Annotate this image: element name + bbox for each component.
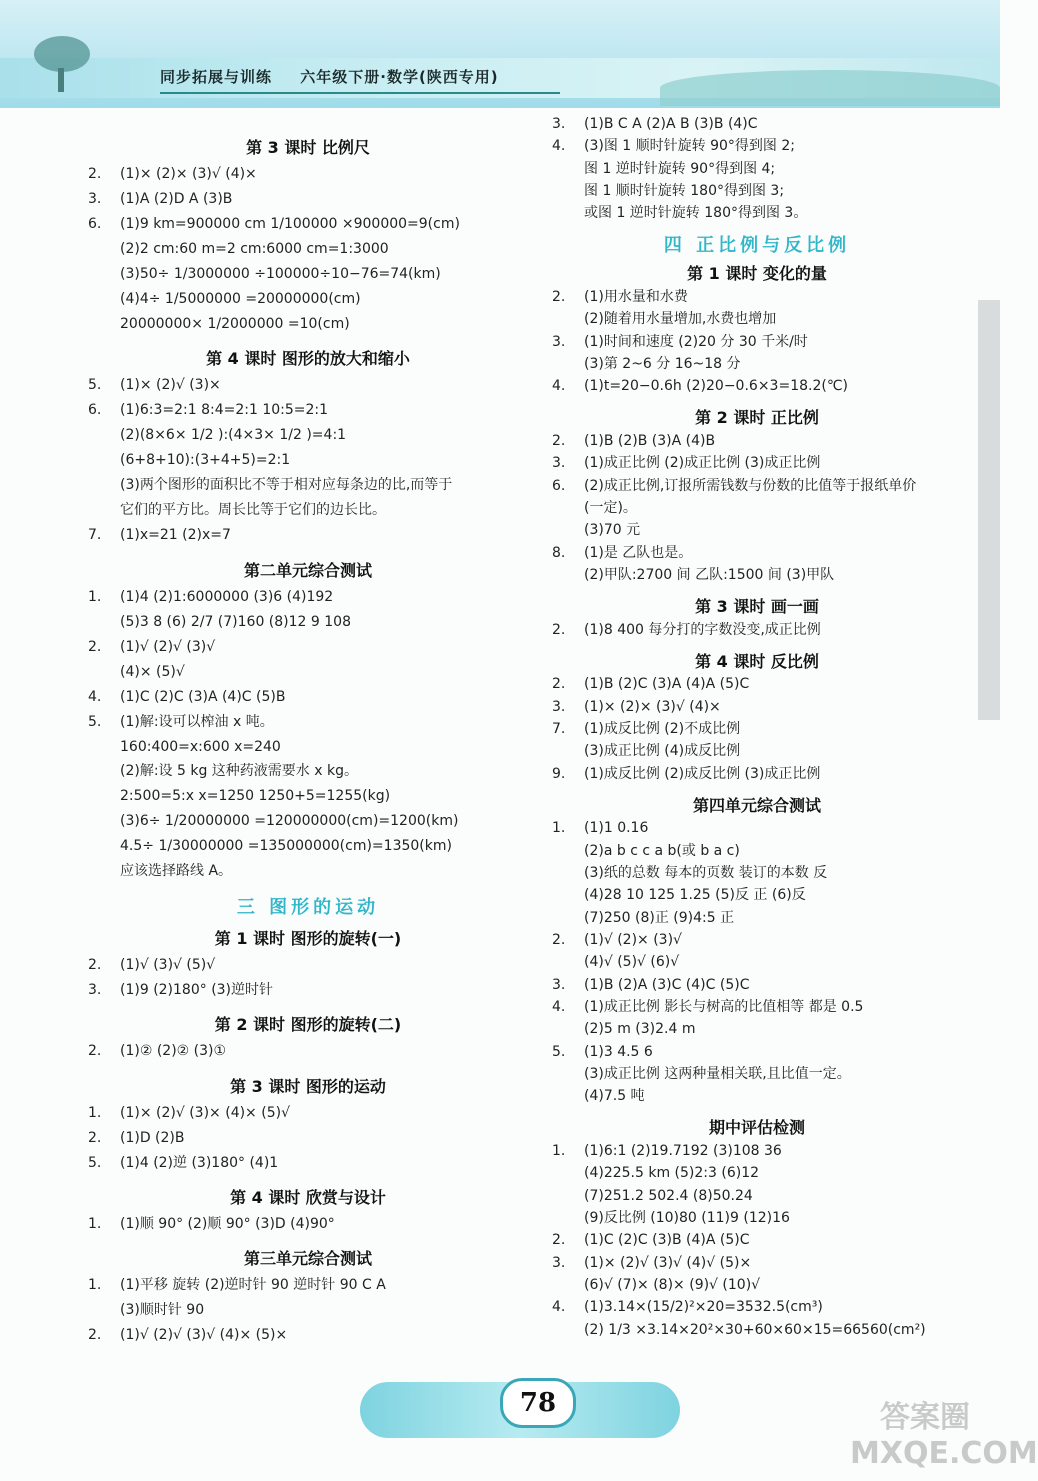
page-number: 78 xyxy=(500,1378,576,1428)
answer-line xyxy=(552,1208,790,1228)
unit-heading: 三 图形的运动 xyxy=(236,896,380,918)
answer-line xyxy=(552,1019,695,1039)
answer-line xyxy=(88,239,389,259)
answer-text: (1)6:3=2:1 8:4=2:1 10:5=2:1 xyxy=(120,402,329,419)
answer-line xyxy=(88,786,390,806)
answer-line xyxy=(552,520,640,540)
answer-text: (2)成正比例,订报所需钱数与份数的比值等于报纸单价 xyxy=(584,477,917,494)
answer-line xyxy=(552,764,820,784)
answer-line xyxy=(88,737,281,757)
question-number: 1. xyxy=(552,1143,566,1160)
answer-text: (1)× (2)√ (3)√ (4)√ (5)× xyxy=(584,1254,752,1271)
answer-line xyxy=(552,376,848,396)
answer-line xyxy=(88,375,221,395)
answer-text: (1)平移 旋转 (2)逆时针 90 逆时针 90 C A xyxy=(120,1277,386,1294)
watermark-logo: 答案圈 MXQE.COM xyxy=(850,1400,1038,1471)
question-number: 4. xyxy=(552,138,566,155)
question-number: 2. xyxy=(552,1232,566,1249)
answer-text: (1)8 400 每分打的字数没变,成正比例 xyxy=(584,621,821,638)
answer-text: (4)4÷ 1/5000000 =20000000(cm) xyxy=(120,291,361,308)
lesson-heading: 第 4 课时 欣赏与设计 xyxy=(230,1187,386,1207)
lesson-heading: 第 3 课时 图形的运动 xyxy=(230,1076,386,1096)
answer-text: (一定)。 xyxy=(584,500,637,517)
question-number: 1. xyxy=(88,1215,102,1232)
header-divider xyxy=(160,92,560,94)
lesson-heading: 第 4 课时 反比例 xyxy=(695,651,819,671)
answer-text: (1)B (2)B (3)A (4)B xyxy=(584,433,716,450)
answer-line xyxy=(552,309,776,329)
answer-text: (4)225.5 km (5)2:3 (6)12 xyxy=(584,1165,760,1182)
answer-line xyxy=(88,637,215,657)
answer-text: (5)3 8 (6) 2/7 (7)160 (8)12 9 108 xyxy=(120,613,351,630)
answer-line xyxy=(552,287,688,307)
answer-line xyxy=(88,587,333,607)
answer-text: (1)t=20−0.6h (2)20−0.6×3=18.2(℃) xyxy=(584,378,849,395)
answer-line xyxy=(552,952,679,972)
answer-text: (1)√ (2)× (3)√ xyxy=(584,932,682,949)
question-number: 6. xyxy=(88,402,102,419)
answer-text: (1)√ (3)√ (5)√ xyxy=(120,957,216,974)
answer-text: (1)成正比例 影长与树高的比值相等 都是 0.5 xyxy=(584,999,864,1016)
answer-text: (1)解:设可以榨油 x 吨。 xyxy=(120,713,274,730)
question-number: 2. xyxy=(552,289,566,306)
lesson-heading: 第四单元综合测试 xyxy=(692,795,821,815)
answer-line xyxy=(552,1163,759,1183)
answer-text: (1)是 乙队也是。 xyxy=(584,544,693,561)
question-number: 4. xyxy=(88,688,102,705)
question-number: 3. xyxy=(552,1254,566,1271)
question-number: 4. xyxy=(552,999,566,1016)
answer-text: (4)28 10 125 1.25 (5)反 正 (6)反 xyxy=(584,887,806,904)
answer-text: (6+8+10):(3+4+5)=2:1 xyxy=(120,452,291,469)
question-number: 6. xyxy=(88,216,102,233)
answer-text: (3)两个图形的面积比不等于相对应每条边的比,而等于 xyxy=(120,477,453,494)
answer-line xyxy=(552,818,648,838)
answer-line xyxy=(88,712,274,732)
question-number: 3. xyxy=(552,976,566,993)
answer-text: (4)7.5 吨 xyxy=(584,1088,645,1105)
lesson-heading: 第 3 课时 比例尺 xyxy=(246,138,370,158)
answer-line xyxy=(552,114,758,134)
answer-line xyxy=(88,1275,386,1295)
answer-line xyxy=(552,1297,823,1317)
answer-line xyxy=(552,159,775,179)
answer-text: (1)成反比例 (2)不成比例 xyxy=(584,721,741,738)
answer-line xyxy=(88,1103,290,1123)
answer-text: (3)图 1 顺时针旋转 90°得到图 2; xyxy=(584,138,795,155)
question-number: 3. xyxy=(552,455,566,472)
answer-line xyxy=(552,565,834,585)
question-number: 2. xyxy=(88,1043,102,1060)
answer-text: (3)50÷ 1/3000000 ÷100000÷10−76=74(km) xyxy=(120,266,441,283)
answer-text: (3)70 元 xyxy=(584,522,641,539)
question-number: 2. xyxy=(552,676,566,693)
answer-text: (2)a b c c a b(或 b a c) xyxy=(584,842,740,859)
answer-text: 2:500=5:x x=1250 1250+5=1255(kg) xyxy=(120,788,391,805)
answer-line xyxy=(552,354,741,374)
question-number: 7. xyxy=(552,721,566,738)
answer-line xyxy=(88,164,257,184)
answer-text: 160:400=x:600 x=240 xyxy=(120,738,281,755)
answer-line xyxy=(88,314,350,334)
question-number: 2. xyxy=(88,638,102,655)
answer-line xyxy=(552,136,795,156)
lesson-heading: 第 4 课时 图形的放大和缩小 xyxy=(206,349,410,369)
answer-text: (1)× (2)× (3)√ (4)× xyxy=(120,166,257,183)
question-number: 5. xyxy=(552,1043,566,1060)
lesson-heading: 第 2 课时 正比例 xyxy=(695,408,819,428)
answer-line xyxy=(552,674,749,694)
answer-text: 20000000× 1/2000000 =10(cm) xyxy=(120,316,350,333)
answer-text: (1)顺 90° (2)顺 90° (3)D (4)90° xyxy=(120,1215,335,1232)
question-number: 1. xyxy=(88,1277,102,1294)
answer-text: (1)3 4.5 6 xyxy=(584,1043,653,1060)
page-edge-strip xyxy=(978,300,1000,720)
answer-line xyxy=(552,930,682,950)
answer-line xyxy=(88,1300,204,1320)
answer-line xyxy=(552,741,740,761)
answer-text: (1)9 (2)180° (3)逆时针 xyxy=(120,982,274,999)
answer-text: 应该选择路线 A。 xyxy=(120,863,233,880)
question-number: 2. xyxy=(552,621,566,638)
answer-line xyxy=(88,1153,278,1173)
answer-line xyxy=(88,264,441,284)
answer-line xyxy=(552,841,740,861)
answer-text: (1)√ (2)√ (3)√ xyxy=(120,638,216,655)
question-number: 3. xyxy=(552,116,566,132)
answer-text: (1)C (2)C (3)A (4)C (5)B xyxy=(120,688,286,705)
answer-line xyxy=(88,612,351,632)
answer-line xyxy=(552,620,821,640)
lesson-heading: 第二单元综合测试 xyxy=(243,560,372,580)
answer-text: (1)B (2)C (3)A (4)A (5)C xyxy=(584,676,750,693)
answer-text: (1)用水量和水费 xyxy=(584,289,688,306)
question-number: 1. xyxy=(88,1104,102,1121)
answer-line xyxy=(552,203,807,223)
answer-line xyxy=(88,1325,287,1345)
answer-line xyxy=(88,761,358,781)
question-number: 1. xyxy=(88,588,102,605)
unit-heading: 四 正比例与反比例 xyxy=(663,235,851,257)
answer-text: (1)4 (2)1:6000000 (3)6 (4)192 xyxy=(120,588,334,605)
answer-text: (7)251.2 502.4 (8)50.24 xyxy=(584,1187,753,1204)
answer-text: (6)√ (7)× (8)× (9)√ (10)√ xyxy=(584,1277,761,1294)
answer-text: (1)A (2)D A (3)B xyxy=(120,191,233,208)
answer-text: (1)1 0.16 xyxy=(584,820,649,837)
answer-line xyxy=(88,450,290,470)
answer-text: (2)解:设 5 kg 这种药液需要水 x kg。 xyxy=(120,763,358,780)
answer-text: (1)成正比例 (2)成正比例 (3)成正比例 xyxy=(584,455,821,472)
question-number: 6. xyxy=(552,477,566,494)
answer-line xyxy=(88,836,452,856)
answer-line xyxy=(552,431,715,451)
answer-text: (2)5 m (3)2.4 m xyxy=(584,1021,696,1038)
answer-line xyxy=(552,1064,851,1084)
answer-text: (1)√ (2)√ (3)√ (4)× (5)× xyxy=(120,1327,288,1343)
answer-line xyxy=(552,1320,926,1340)
answer-line xyxy=(552,543,692,563)
question-number: 7. xyxy=(88,527,102,544)
answer-text: 4.5÷ 1/30000000 =135000000(cm)=1350(km) xyxy=(120,838,452,855)
answer-text: (1)B C A (2)A B (3)B (4)C xyxy=(584,116,758,132)
series-title: 同步拓展与训练 xyxy=(160,68,273,86)
answer-text: (1)× (2)√ (3)× xyxy=(120,377,221,394)
hill-illustration xyxy=(660,70,1000,106)
answer-line xyxy=(88,500,386,520)
question-number: 8. xyxy=(552,544,566,561)
answer-line xyxy=(552,1042,653,1062)
answer-line xyxy=(552,1275,760,1295)
lesson-heading: 第三单元综合测试 xyxy=(243,1249,372,1269)
answer-line xyxy=(88,475,452,495)
answer-line xyxy=(552,697,721,717)
answer-text: (1)3.14×(15/2)²×20=3532.5(cm³) xyxy=(584,1299,823,1316)
answer-line xyxy=(552,1141,782,1161)
answer-text: 或图 1 逆时针旋转 180°得到图 3。 xyxy=(584,205,808,222)
answer-line xyxy=(552,476,916,496)
question-number: 3. xyxy=(88,982,102,999)
answer-line xyxy=(552,1186,753,1206)
answer-line xyxy=(552,498,637,518)
answer-line xyxy=(88,1128,185,1148)
answer-text: (1)C (2)C (3)B (4)A (5)C xyxy=(584,1232,750,1249)
answer-text: (2)(8×6× 1/2 ):(4×3× 1/2 )=4:1 xyxy=(120,427,347,444)
answer-line xyxy=(88,662,185,682)
answer-text: (1)B (2)A (3)C (4)C (5)C xyxy=(584,976,750,993)
answer-text: (3)6÷ 1/20000000 =120000000(cm)=1200(km) xyxy=(120,813,459,830)
answer-text: (3)顺时针 90 xyxy=(120,1302,205,1319)
answer-text: (2)随着用水量增加,水费也增加 xyxy=(584,311,777,328)
answer-text: (1)D (2)B xyxy=(120,1129,185,1146)
answer-line xyxy=(88,400,328,420)
answer-text: (3)纸的总数 每本的页数 装订的本数 反 xyxy=(584,865,828,882)
answer-line xyxy=(552,975,749,995)
answer-line xyxy=(552,181,784,201)
answer-line xyxy=(552,885,806,905)
answer-text: (1)× (2)× (3)√ (4)× xyxy=(584,698,721,715)
answer-line xyxy=(88,525,231,545)
answer-line xyxy=(88,1214,335,1234)
answer-line xyxy=(552,863,827,883)
question-number: 2. xyxy=(552,932,566,949)
answer-line xyxy=(552,453,820,473)
answer-text: (7)250 (8)正 (9)4:5 正 xyxy=(584,909,735,926)
question-number: 2. xyxy=(552,433,566,450)
answer-text: (3)成正比例 (4)成反比例 xyxy=(584,743,741,760)
answer-text: (2)2 cm:60 m=2 cm:6000 cm=1:3000 xyxy=(120,241,389,258)
answer-line xyxy=(552,908,734,928)
question-number: 3. xyxy=(552,333,566,350)
answer-line xyxy=(88,687,285,707)
answer-line xyxy=(88,955,215,975)
answer-line xyxy=(88,980,273,1000)
answer-text: 图 1 顺时针旋转 180°得到图 3; xyxy=(584,182,785,199)
question-number: 5. xyxy=(88,713,102,730)
answer-text: (1)9 km=900000 cm 1/100000 ×900000=9(cm) xyxy=(120,216,460,233)
answer-line xyxy=(88,1041,226,1061)
question-number: 2. xyxy=(88,1129,102,1146)
answer-line xyxy=(552,1230,749,1250)
grade-subject: 六年级下册·数学(陕西专用) xyxy=(300,68,499,86)
book-title xyxy=(160,66,521,87)
answer-line xyxy=(88,811,458,831)
question-number: 1. xyxy=(552,820,566,837)
question-number: 5. xyxy=(88,377,102,394)
lesson-heading: 第 1 课时 图形的旋转(一) xyxy=(214,929,402,949)
tree-illustration xyxy=(34,36,90,72)
answer-text: (3)成正比例 这两种量相关联,且比值一定。 xyxy=(584,1066,851,1083)
answer-line xyxy=(88,425,346,445)
answer-line xyxy=(88,289,361,309)
question-number: 3. xyxy=(552,698,566,715)
question-number: 5. xyxy=(88,1154,102,1171)
answer-text: (1)6:1 (2)19.7192 (3)108 36 xyxy=(584,1143,782,1160)
lesson-heading: 第 1 课时 变化的量 xyxy=(687,264,827,284)
answer-line xyxy=(552,1086,645,1106)
answer-text: 图 1 逆时针旋转 90°得到图 4; xyxy=(584,160,776,177)
answer-text: 它们的平方比。周长比等于它们的边长比。 xyxy=(120,502,386,519)
answer-text: (4)√ (5)√ (6)√ xyxy=(584,954,680,971)
question-number: 4. xyxy=(552,1299,566,1316)
answer-line xyxy=(88,189,232,209)
lesson-heading: 期中评估检测 xyxy=(708,1118,805,1138)
question-number: 3. xyxy=(88,191,102,208)
answer-line xyxy=(552,719,740,739)
answer-text: (1)成反比例 (2)成反比例 (3)成正比例 xyxy=(584,765,821,782)
question-number: 2. xyxy=(88,957,102,974)
question-number: 4. xyxy=(552,378,566,395)
page-header xyxy=(0,0,1000,108)
answer-line xyxy=(552,1253,751,1273)
answer-text: (3)第 2~6 分 16~18 分 xyxy=(584,356,741,373)
question-number: 2. xyxy=(88,166,102,183)
answer-line xyxy=(552,332,808,352)
lesson-heading: 第 3 课时 画一画 xyxy=(695,596,819,616)
answer-text: (9)反比例 (10)80 (11)9 (12)16 xyxy=(584,1210,790,1227)
answer-text: (1)时间和速度 (2)20 分 30 千米/时 xyxy=(584,333,808,350)
answer-text: (1)4 (2)逆 (3)180° (4)1 xyxy=(120,1154,279,1171)
question-number: 9. xyxy=(552,765,566,782)
answer-line xyxy=(88,861,232,881)
lesson-heading: 第 2 课时 图形的旋转(二) xyxy=(214,1015,402,1035)
answer-text: (2)甲队:2700 间 乙队:1500 间 (3)甲队 xyxy=(584,567,835,583)
answer-text: (1)× (2)√ (3)× (4)× (5)√ xyxy=(120,1104,290,1121)
answer-text: (2) 1/3 ×3.14×20²×30+60×60×15=66560(cm²) xyxy=(584,1321,926,1338)
answer-line xyxy=(88,214,460,234)
answer-line xyxy=(552,997,863,1017)
answer-text: (1)② (2)② (3)① xyxy=(120,1043,227,1060)
answer-text: (4)× (5)√ xyxy=(120,663,185,680)
question-number: 2. xyxy=(88,1327,102,1343)
tree-trunk xyxy=(58,68,64,92)
answer-text: (1)x=21 (2)x=7 xyxy=(120,527,231,544)
